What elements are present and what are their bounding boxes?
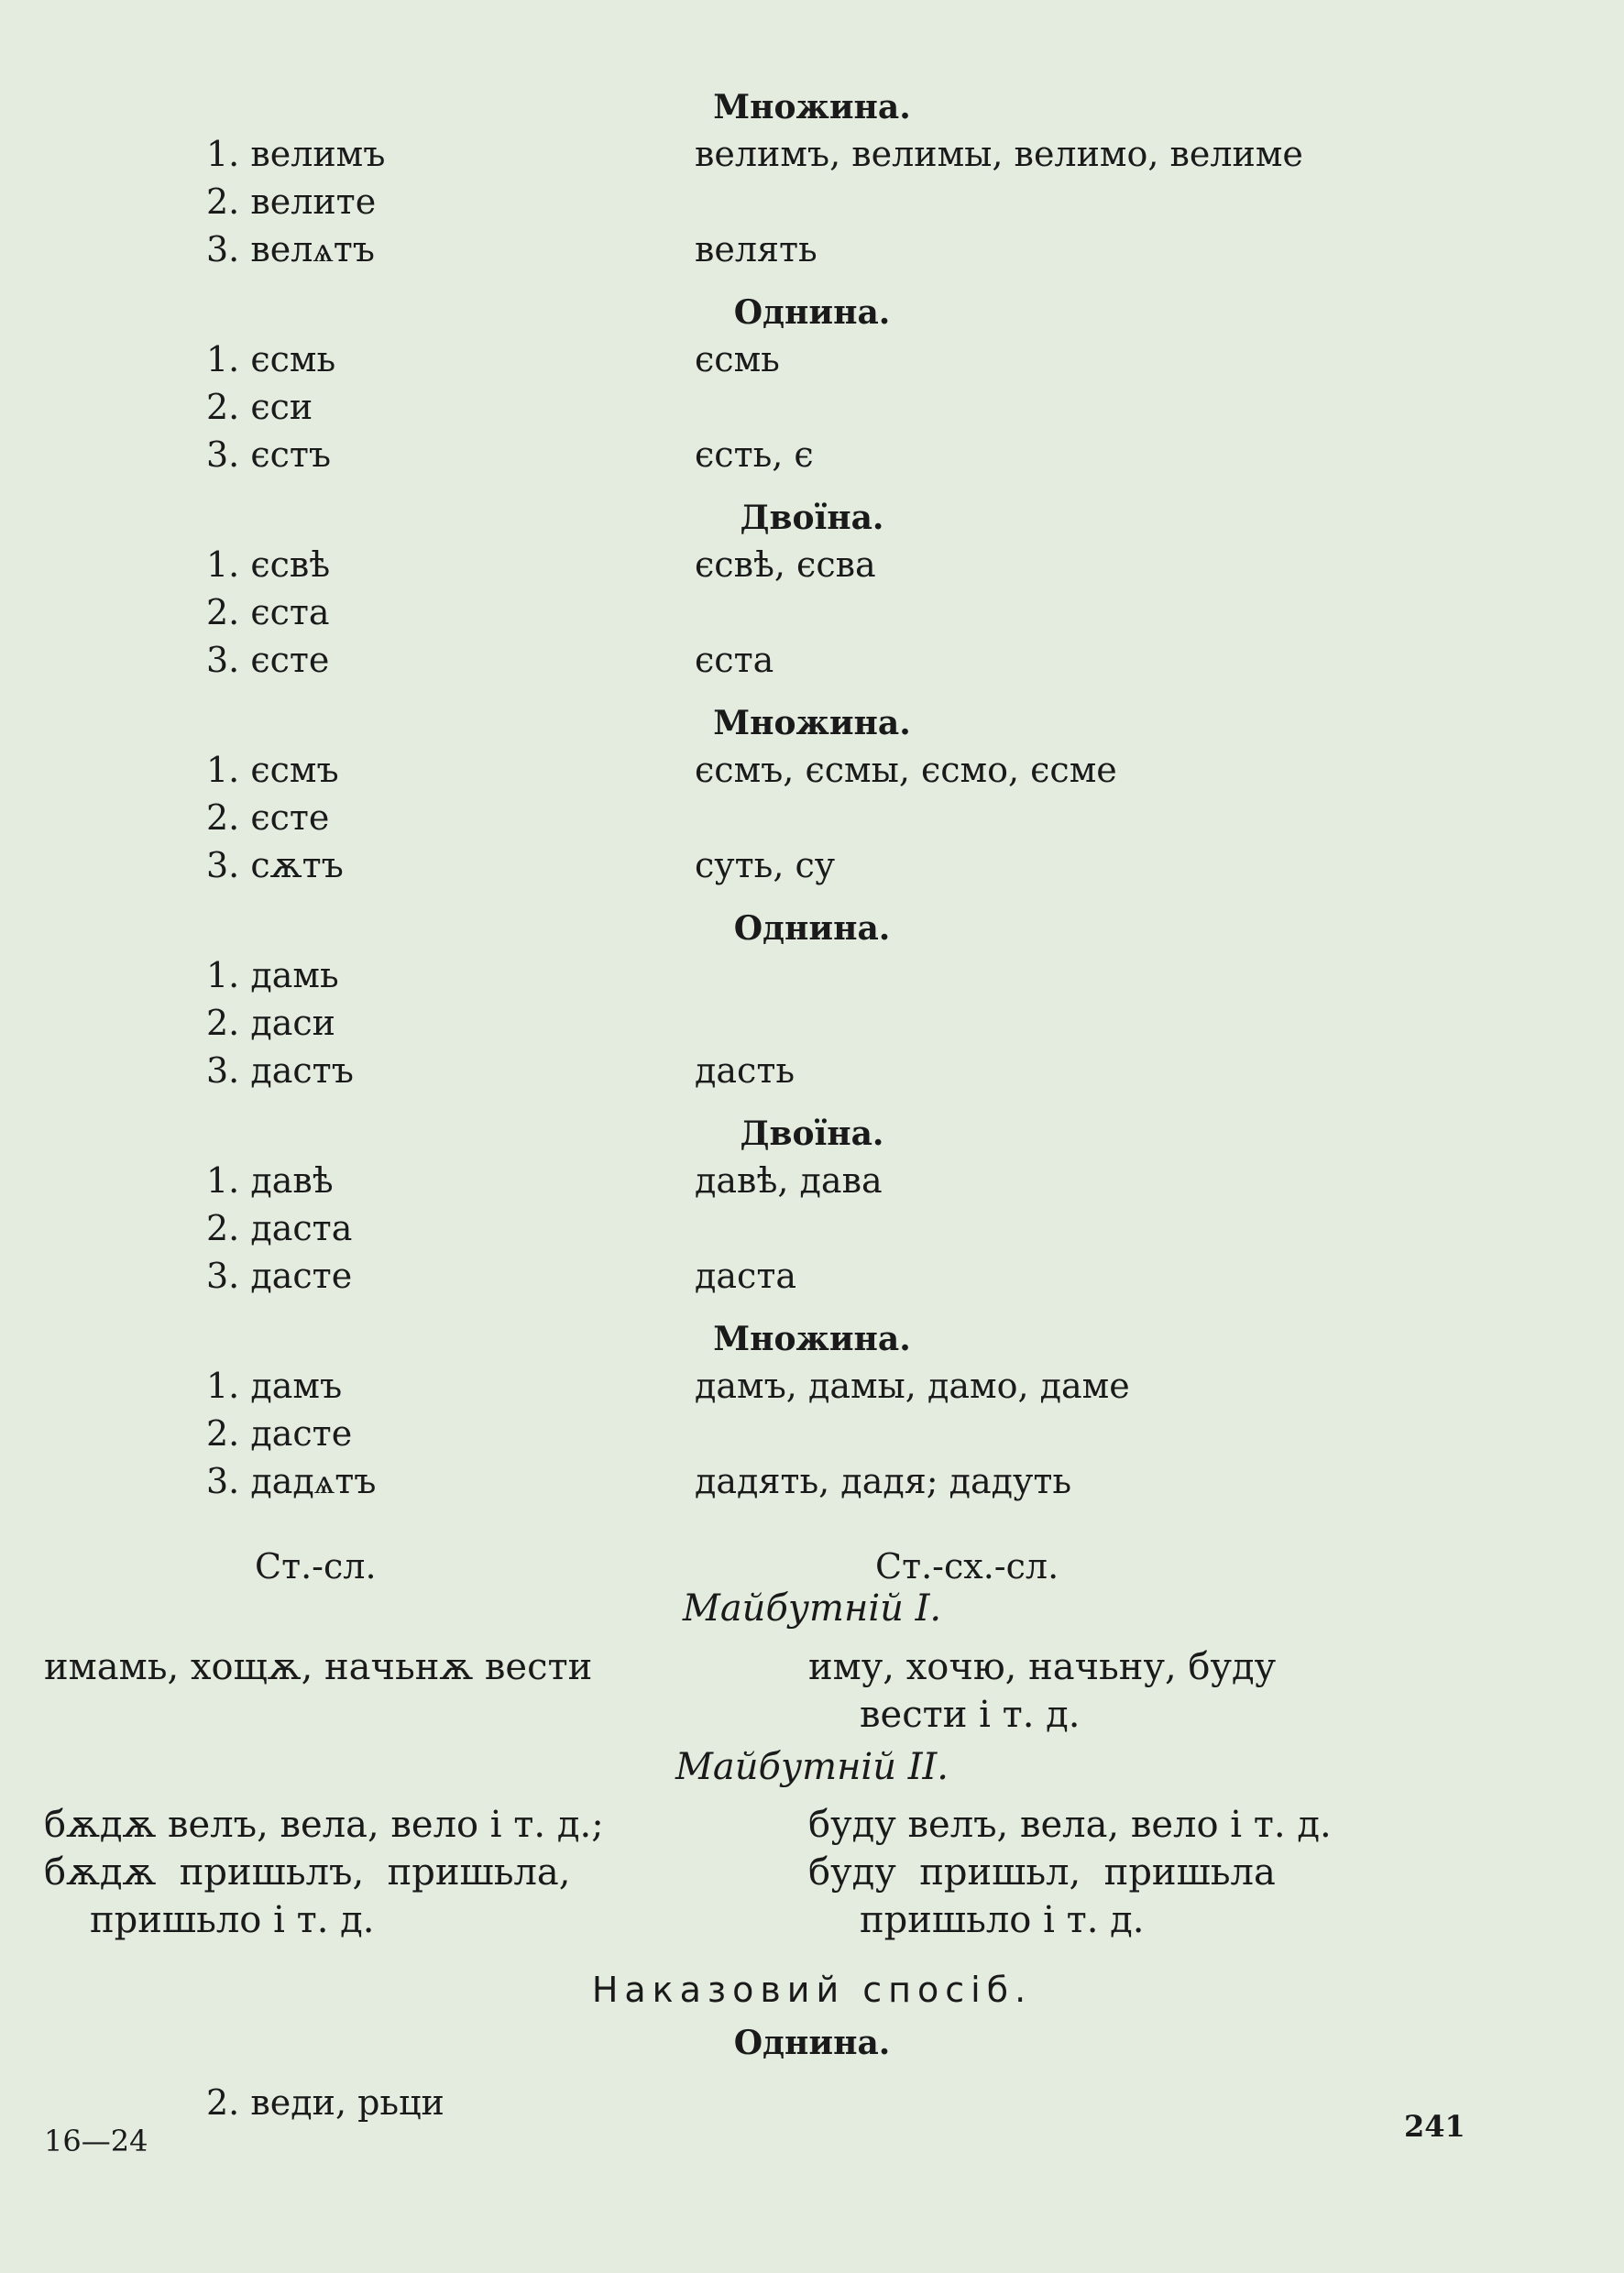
serbo-croatian-form: єсвѣ, єсва — [695, 544, 876, 585]
old-church-slavonic-form: 2. єси — [206, 387, 313, 427]
paradigm-row — [0, 1411, 1624, 1456]
old-church-slavonic-form: 3. дастъ — [206, 1050, 354, 1091]
old-church-slavonic-form: 3. єстъ — [206, 434, 332, 475]
old-church-slavonic-form: 2. даси — [206, 1003, 335, 1043]
paradigm-row — [0, 637, 1624, 683]
future-2-left-line-1: бѫдѫ велъ, вела, вело і т. д.; — [44, 1804, 604, 1846]
section-heading: Однина. — [733, 909, 891, 948]
paradigm-row — [0, 842, 1624, 888]
old-church-slavonic-form: 1. єсмь — [206, 339, 336, 379]
paradigm-row — [0, 336, 1624, 382]
serbo-croatian-form: дасть — [695, 1050, 796, 1091]
paradigm-row — [0, 131, 1624, 177]
old-church-slavonic-form: 1. єсмъ — [206, 750, 339, 790]
future-2-heading: Майбутній ІІ. — [675, 1746, 949, 1788]
old-church-slavonic-form: 1. дамъ — [206, 1366, 343, 1406]
paradigm-row — [0, 542, 1624, 587]
future-1-right-line-1: иму, хочю, начьну, буду — [808, 1646, 1277, 1688]
old-church-slavonic-form: 2. єсте — [206, 797, 330, 838]
future-1-left: имамь, хощѫ, начьнѫ вести — [44, 1646, 593, 1688]
serbo-croatian-form: давѣ, дава — [695, 1160, 883, 1201]
paradigm-row — [0, 589, 1624, 635]
paradigm-row — [0, 1253, 1624, 1299]
future-2-right-line-3: пришьло і т. д. — [860, 1899, 1145, 1941]
page-number: 241 — [1404, 2109, 1465, 2144]
paradigm-row — [0, 795, 1624, 840]
paradigm-row — [0, 1363, 1624, 1409]
paradigm-row — [0, 432, 1624, 478]
old-church-slavonic-form: 2. даста — [206, 1208, 353, 1248]
old-church-slavonic-form: 1. дамь — [206, 955, 339, 995]
paradigm-row — [0, 1458, 1624, 1504]
old-church-slavonic-form: 2. велите — [206, 181, 377, 222]
old-church-slavonic-form: 1. єсвѣ — [206, 544, 331, 585]
paradigm-row — [0, 1000, 1624, 1046]
imperative-heading: Наказовий спосіб. — [591, 1970, 1033, 2010]
section-heading: Двоїна. — [740, 499, 884, 537]
column-header-right: Ст.-сх.-сл. — [875, 1546, 1059, 1587]
old-church-slavonic-form: 1. велимъ — [206, 134, 386, 174]
old-church-slavonic-form: 1. давѣ — [206, 1160, 334, 1201]
serbo-croatian-form: єсмь — [695, 339, 780, 379]
section-heading: Двоїна. — [740, 1115, 884, 1153]
serbo-croatian-form: єсмъ, єсмы, єсмо, єсме — [695, 750, 1117, 790]
paradigm-row — [0, 1158, 1624, 1203]
future-2-left-line-2: бѫдѫ пришьлъ, пришьла, — [44, 1851, 571, 1894]
old-church-slavonic-form: 3. сѫтъ — [206, 845, 344, 885]
old-church-slavonic-form: 3. дасте — [206, 1256, 353, 1296]
imperative-subheading: Однина. — [733, 2024, 891, 2062]
paradigm-row — [0, 952, 1624, 998]
column-header-left: Ст.-сл. — [255, 1546, 377, 1587]
old-church-slavonic-form: 2. дасте — [206, 1413, 353, 1454]
paradigm-row — [0, 226, 1624, 272]
paradigm-row — [0, 384, 1624, 430]
section-heading: Множина. — [713, 704, 911, 742]
section-heading: Множина. — [713, 88, 911, 126]
paradigm-row — [0, 179, 1624, 225]
serbo-croatian-form: єсть, є — [695, 434, 814, 475]
serbo-croatian-form: дадять, дадя; дадуть — [695, 1461, 1072, 1501]
old-church-slavonic-form: 3. дадѧтъ — [206, 1461, 377, 1501]
serbo-croatian-form: суть, су — [695, 845, 836, 885]
future-2-right-line-1: буду велъ, вела, вело і т. д. — [808, 1804, 1332, 1846]
future-2-right-line-2: буду пришьл, пришьла — [808, 1851, 1276, 1894]
old-church-slavonic-form: 3. велѧтъ — [206, 229, 375, 269]
paradigm-row — [0, 1205, 1624, 1251]
paradigm-row — [0, 1048, 1624, 1093]
serbo-croatian-form: велять — [695, 229, 817, 269]
future-2-left-line-3: пришьло і т. д. — [90, 1899, 375, 1941]
old-church-slavonic-form: 2. єста — [206, 592, 330, 632]
serbo-croatian-form: даста — [695, 1256, 797, 1296]
signature-mark: 16—24 — [44, 2124, 148, 2158]
imperative-row: 2. веди, рьци — [206, 2082, 444, 2123]
section-heading: Множина. — [713, 1320, 911, 1358]
serbo-croatian-form: дамъ, дамы, дамо, даме — [695, 1366, 1130, 1406]
paradigm-row — [0, 747, 1624, 793]
old-church-slavonic-form: 3. єсте — [206, 640, 330, 680]
future-1-right-line-2: вести і т. д. — [860, 1694, 1081, 1736]
future-1-heading: Майбутній І. — [682, 1587, 942, 1630]
section-heading: Однина. — [733, 293, 891, 332]
serbo-croatian-form: єста — [695, 640, 774, 680]
serbo-croatian-form: велимъ, велимы, велимо, велиме — [695, 134, 1303, 174]
